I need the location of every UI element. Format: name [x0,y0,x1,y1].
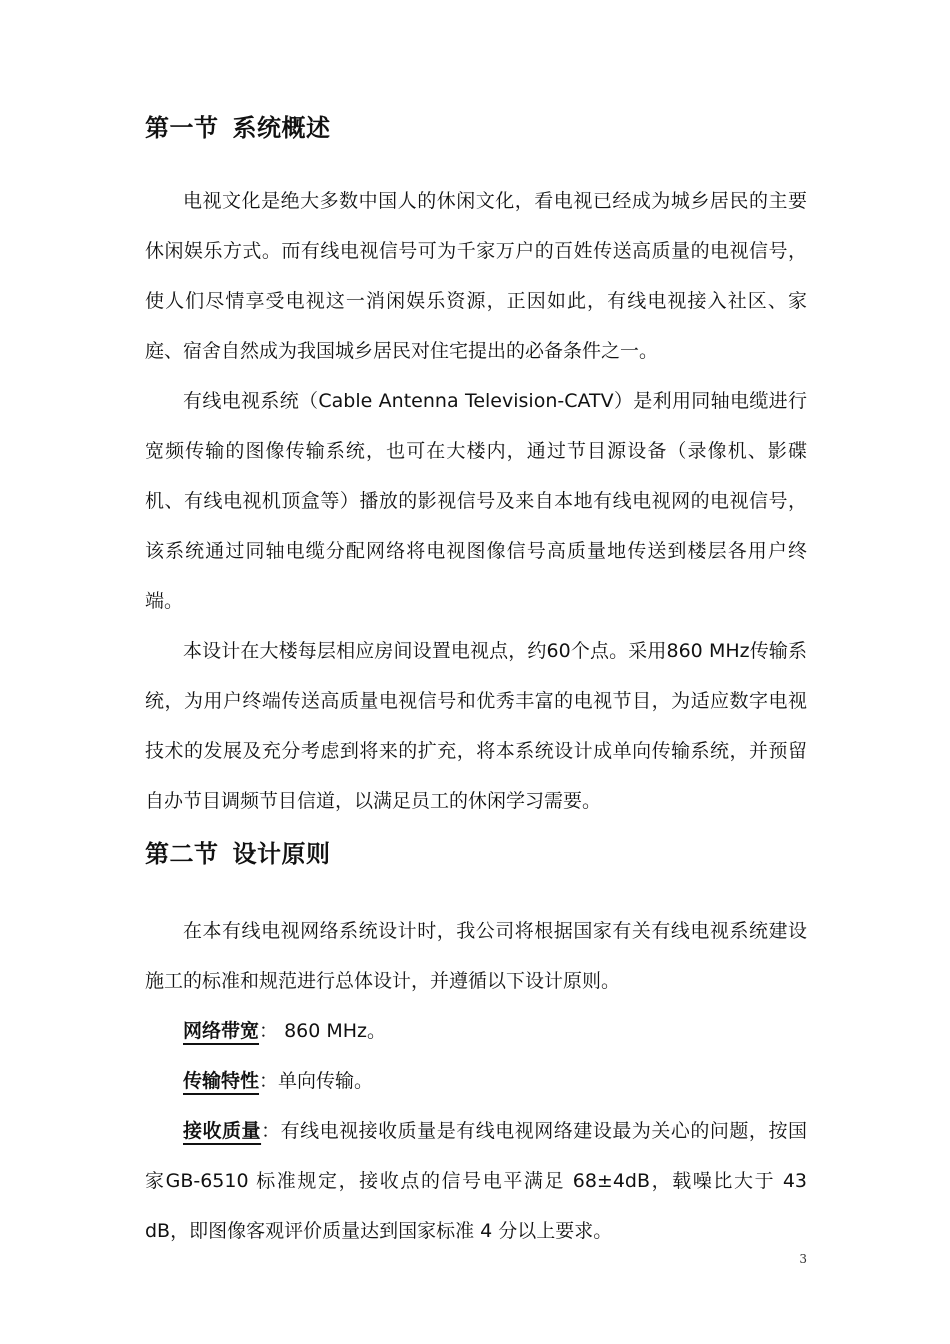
principle-separator: ： [259,1070,279,1092]
section-1-title: 系统概述 [232,114,331,142]
principle-term: 接收质量 [183,1120,262,1142]
section-1-heading [145,108,807,148]
principle-text: 860 MHz。 [278,1020,387,1042]
section-2-heading [145,834,807,874]
section-1-paragraph-2: 有线电视系统（Cable Antenna Television-CATV）是利用同轴电缆进行宽频传输的图像传输系统，也可在大楼内，通过节目源设备（录像机、影碟机、有线电视机顶盒等）播放的影视信号及来自本地有线电视网的电视信号，该系统通过同轴电缆分配网络将电视图像信号高质量地传送到楼层各用户终端。 [145,390,807,612]
principle-transmission [145,1056,807,1106]
principle-text: 单向传输。 [278,1070,374,1092]
page-number: 3 [799,1252,807,1266]
section-1-paragraph-3: 本设计在大楼每层相应房间设置电视点，约60个点。采用860 MHz传输系统，为用户终端传送高质量电视信号和优秀丰富的电视节目，为适应数字电视技术的发展及充分考虑到将来的扩充，将本系统设计成单向传输系统，并预留自办节目调频节目信道，以满足员工的休闲学习需要。 [145,640,807,812]
principle-bandwidth [145,1006,807,1056]
section-2-title: 设计原则 [232,840,331,868]
section-2-intro: 在本有线电视网络系统设计时，我公司将根据国家有关有线电视系统建设施工的标准和规范进行总体设计，并遵循以下设计原则。 [145,920,807,992]
principle-reception-quality [145,1106,807,1256]
section-1-paragraph-1: 电视文化是绝大多数中国人的休闲文化，看电视已经成为城乡居民的主要休闲娱乐方式。而有线电视信号可为千家万户的百姓传送高质量的电视信号，使人们尽情享受电视这一消闲娱乐资源，正因如此，有线电视接入社区、家庭、宿舍自然成为我国城乡居民对住宅提出的必备条件之一。 [145,190,807,362]
principle-separator: ： [261,1120,281,1142]
section-2-number: 第二节 [145,840,219,868]
page-content [145,108,807,1256]
principle-separator: ： [259,1020,279,1042]
principle-term: 网络带宽 [183,1020,260,1042]
section-1-number: 第一节 [145,114,219,142]
principle-term: 传输特性 [183,1070,260,1092]
principle-text: 有线电视接收质量是有线电视网络建设最为关心的问题，按国家GB-6510 标准规定，接收点的信号电平满足 68±4dB，载噪比大于 43 dB，即图像客观评价质量达到国家标准 4 分以上要求。 [145,1120,807,1242]
